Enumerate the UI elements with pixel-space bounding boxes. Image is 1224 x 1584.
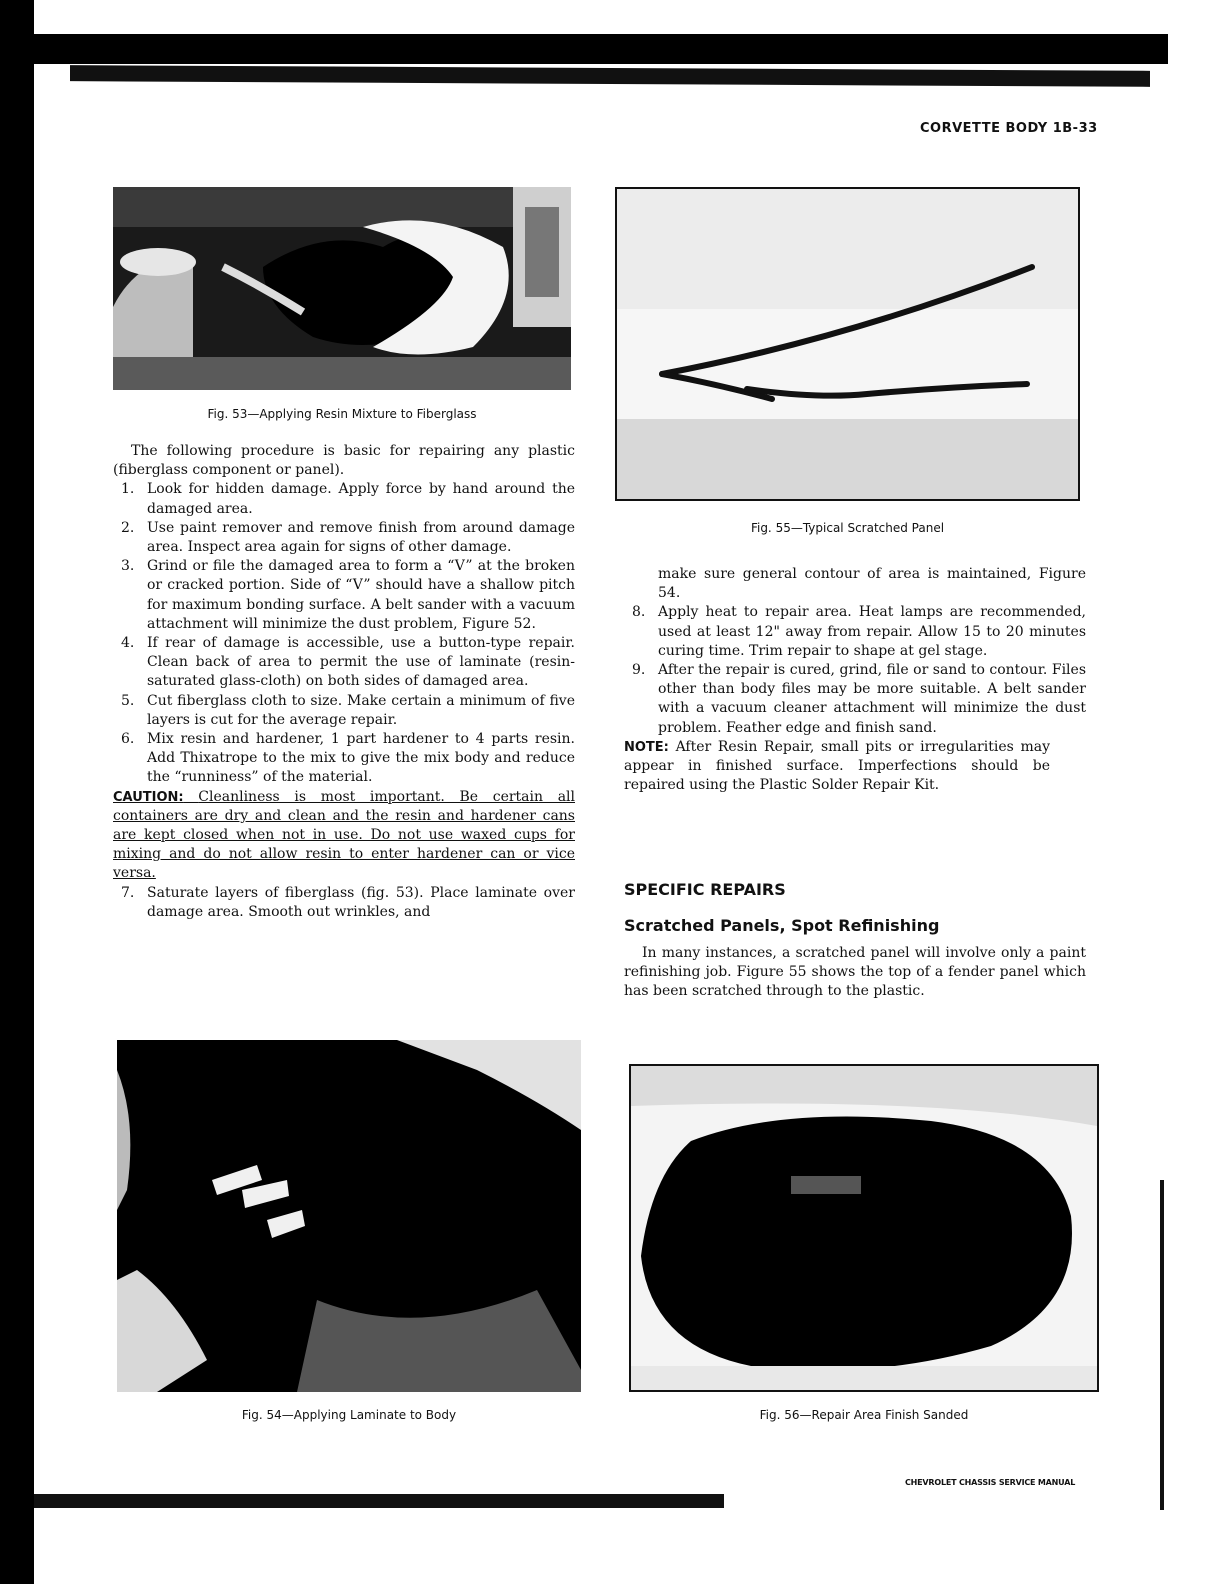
scan-border-top (34, 34, 1168, 64)
fig56-photo (629, 1064, 1099, 1392)
page-header: CORVETTE BODY 1B-33 (920, 121, 1098, 136)
step-6: 6. Mix resin and hardener, 1 part hardener to 4 parts resin. Add Thixatrope to the mix to give the mix body and reduce the “runniness” of the material. (121, 731, 575, 786)
note (624, 738, 1050, 796)
header-rule (70, 65, 1150, 87)
step-8: 8. Apply heat to repair area. Heat lamps are recommended, used at least 12" away from repair. Allow 15 to 20 minutes curing time. Trim repair to shape at gel stage. (632, 604, 1086, 659)
fig54-image (117, 1040, 581, 1392)
scan-border-left (0, 0, 34, 1584)
scratched-panels-paragraph: In many instances, a scratched panel will involve only a paint refinishing job. Figure 55 shows the top of a fender panel which has been scratched through to the plastic. (624, 945, 1086, 1000)
scan-border-right (1160, 1180, 1164, 1510)
procedure-steps-cont (113, 884, 575, 922)
step-4: 4. If rear of damage is accessible, use a button-type repair. Clean back of area to permit the use of laminate (resin-saturated glass-cloth) on both sides of damaged area. (121, 635, 575, 690)
fig53-caption: Fig. 53—Applying Resin Mixture to Fiberglass (207, 407, 477, 421)
fig54-caption: Fig. 54—Applying Laminate to Body (241, 1408, 457, 1422)
caution-note (113, 788, 575, 884)
fig53-photo (113, 187, 571, 390)
step-1: 1. Look for hidden damage. Apply force by hand around the damaged area. (121, 481, 575, 517)
note-text: After Resin Repair, small pits or irregularities may appear in finished surface. Imperfections should be repaired using the Plastic Solder Repair Kit. (624, 738, 1050, 794)
procedure-steps-right (624, 603, 1086, 737)
page-footer: CHEVROLET CHASSIS SERVICE MANUAL (905, 1478, 1076, 1487)
sub-heading: Scratched Panels, Spot Refinishing (624, 916, 940, 935)
fig55-photo (615, 187, 1080, 501)
fig53-image (113, 187, 571, 390)
fig55-caption: Fig. 55—Typical Scratched Panel (750, 521, 945, 535)
caution-label: CAUTION: (113, 789, 184, 805)
step-7: 7. Saturate layers of fiberglass (fig. 53). Place laminate over damage area. Smooth out wrinkles, and (121, 884, 575, 920)
section-heading: SPECIFIC REPAIRS (624, 880, 786, 899)
step-5: 5. Cut fiberglass cloth to size. Make certain a minimum of five layers is cut for the average repair. (121, 692, 575, 728)
scan-border-bottom (34, 1494, 724, 1508)
note-label: NOTE: (624, 739, 669, 755)
step-7-continued: make sure general contour of area is maintained, Figure 54. (658, 566, 1086, 602)
right-column (624, 565, 1086, 795)
fig56-caption: Fig. 56—Repair Area Finish Sanded (759, 1408, 969, 1422)
procedure-steps (113, 480, 575, 787)
fig54-photo (117, 1040, 581, 1392)
step-3: 3. Grind or file the damaged area to form a “V” at the broken or cracked portion. Side of “V” should have a shallow pitch for maximum bonding surface. A belt sander with a vacuum attachment will minimize the dust problem, Figure 52. (121, 558, 575, 632)
step-2: 2. Use paint remover and remove finish from around damage area. Inspect area again for signs of other damage. (121, 519, 575, 556)
intro-paragraph: The following procedure is basic for repairing any plastic (fiberglass component or panel). (113, 443, 575, 479)
fig55-image (617, 189, 1078, 499)
step-9: 9. After the repair is cured, grind, file or sand to contour. Files other than body files may be more suitable. A belt sander with a vacuum cleaner attachment will minimize the dust problem. Feather edge and finish sand. (632, 662, 1086, 736)
left-column (113, 442, 575, 922)
fig56-image (631, 1066, 1097, 1390)
caution-text: Cleanliness is most important. Be certain all containers are dry and clean and the resin and hardener cans are kept closed when not in use. Do not use waxed cups for mixing and do not allow resin to enter hardener can or vice versa. (113, 788, 575, 882)
